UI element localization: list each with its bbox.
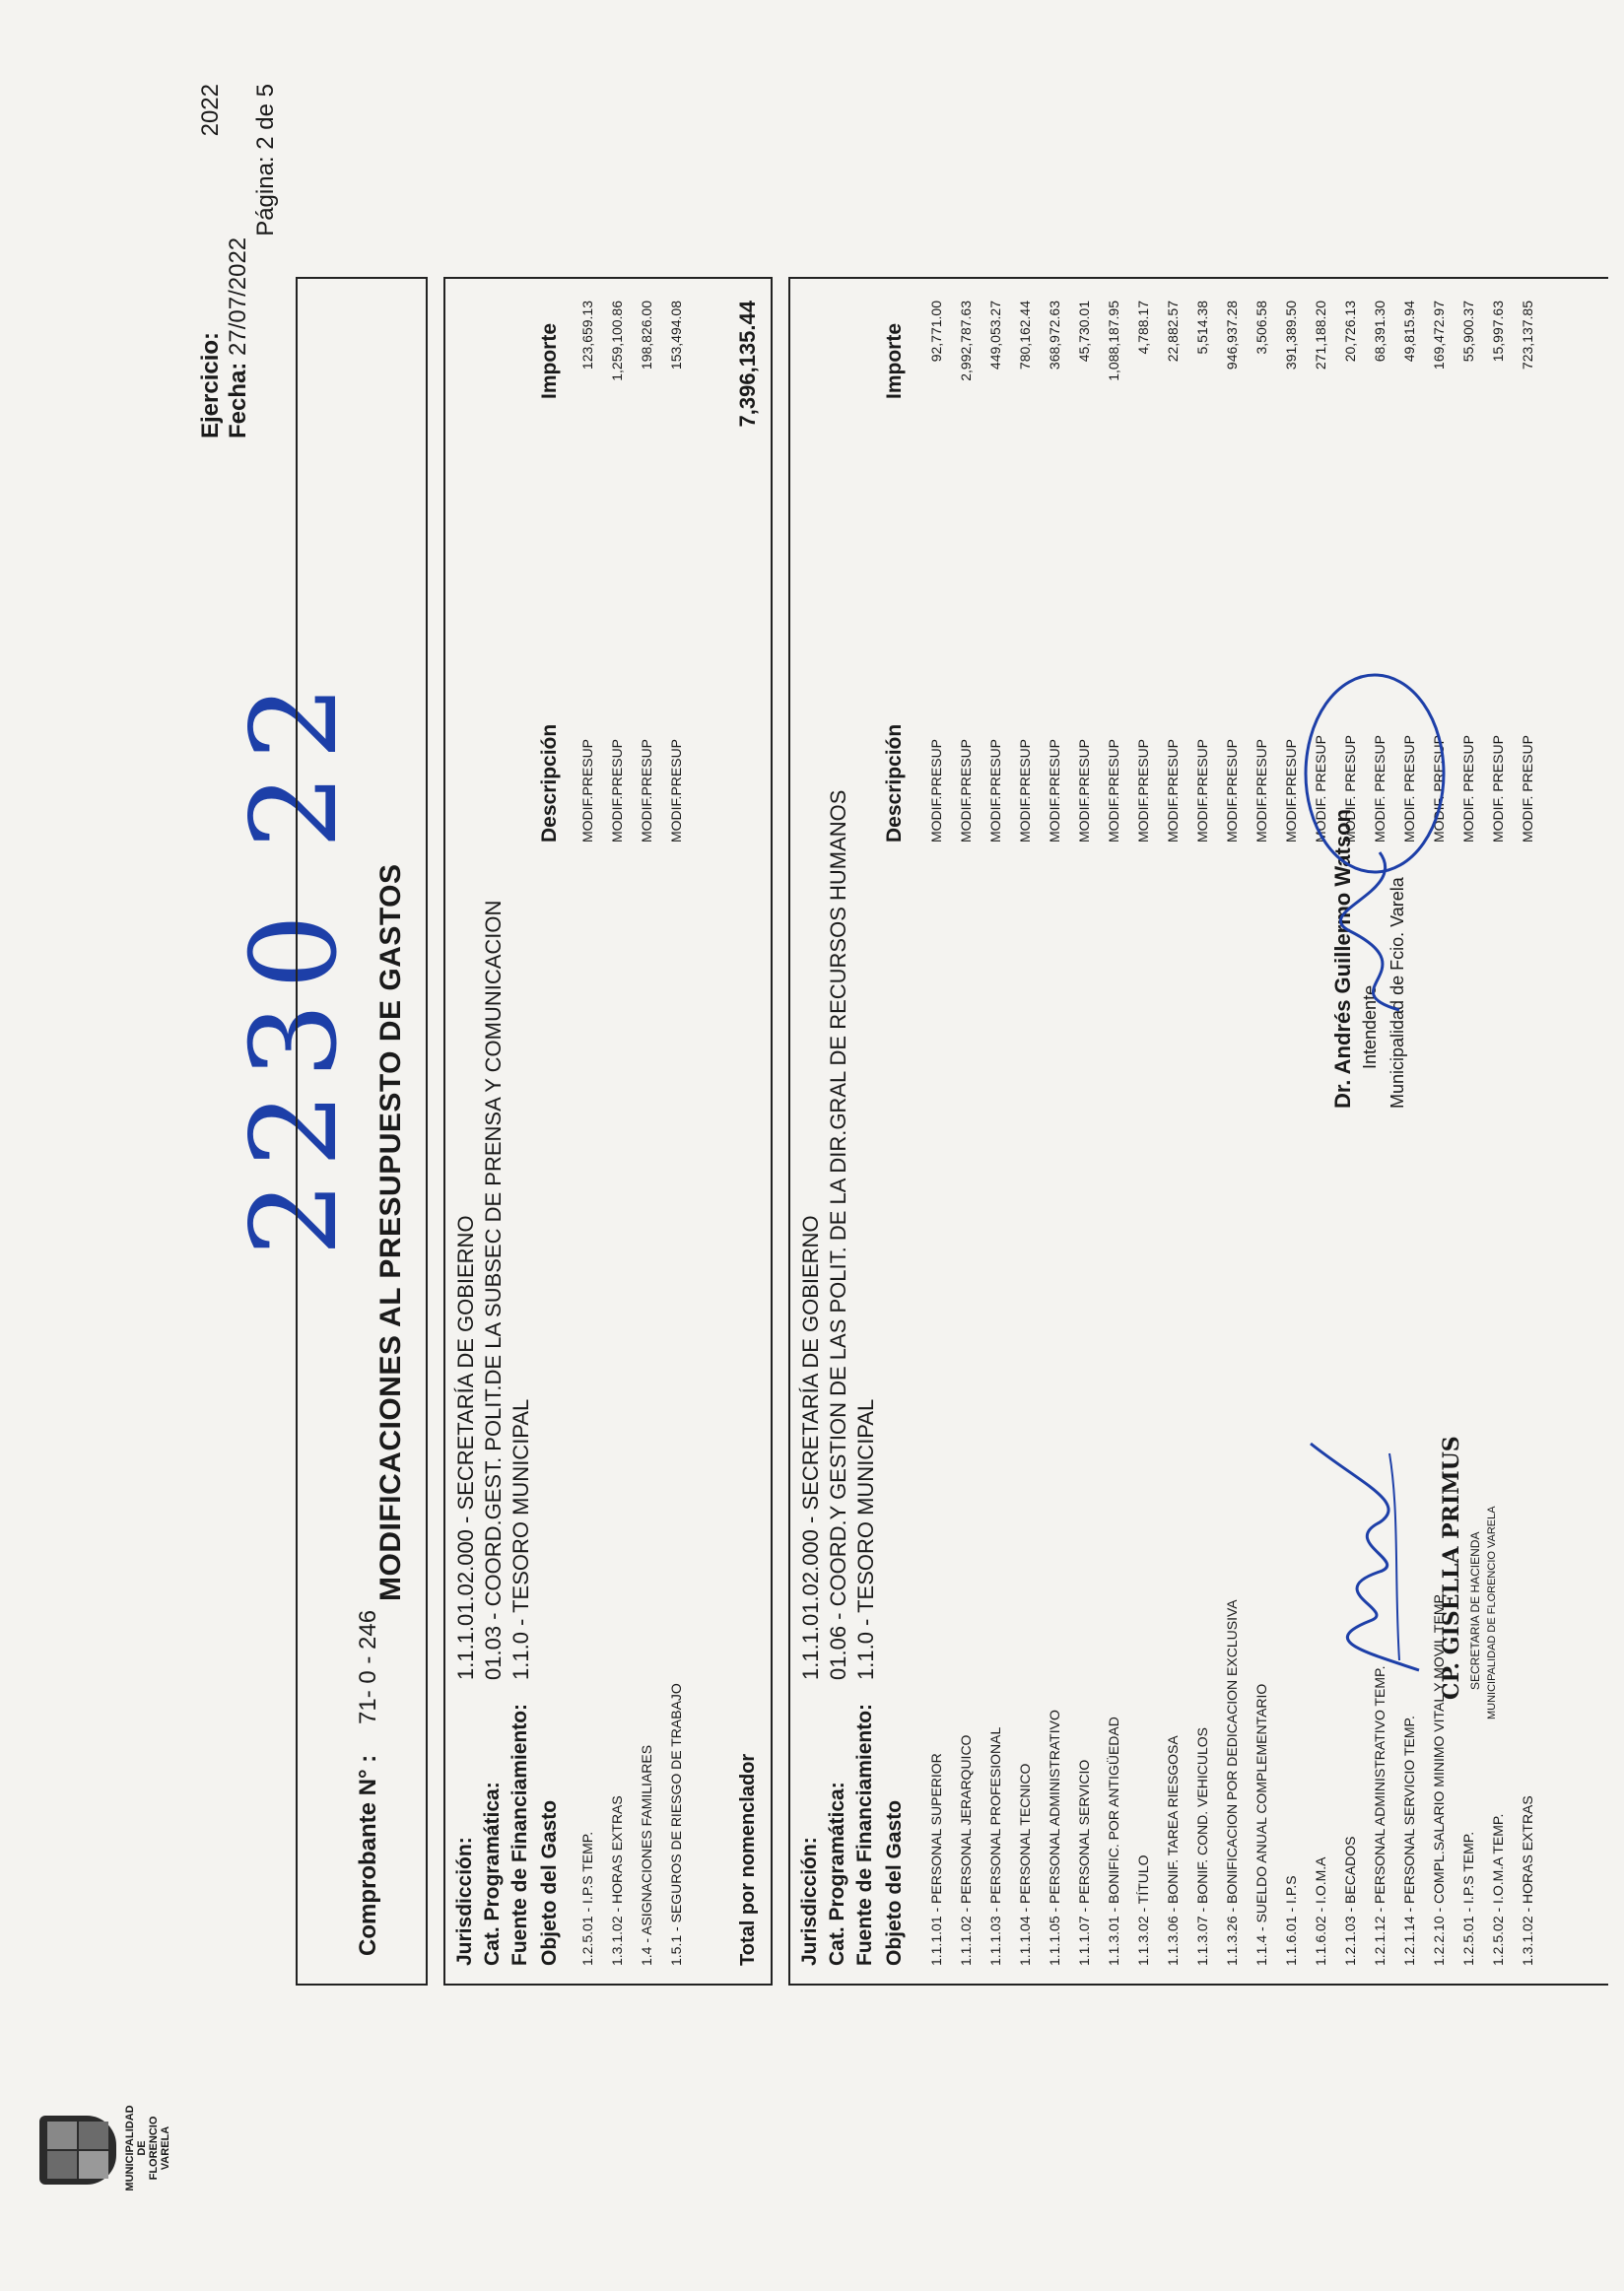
row-objeto: 1.1.1.04 - PERSONAL TECNICO	[1017, 1763, 1033, 1966]
row-importe: 2,992,787.63	[958, 301, 974, 381]
row-importe: 1,259,100.86	[609, 301, 625, 381]
row-importe: 169,472.97	[1431, 301, 1447, 371]
row-objeto: 1.1.6.02 - I.O.M.A	[1313, 1856, 1328, 1966]
comprobante-label: Comprobante N° :	[355, 1754, 381, 1956]
row-importe: 55,900.37	[1460, 301, 1476, 363]
fecha-label: Fecha:	[225, 362, 251, 438]
row-descripcion: MODIF.PRESUP	[1076, 738, 1092, 842]
municipal-logo	[39, 2084, 217, 2202]
row-objeto: 1.2.1.14 - PERSONAL SERVICIO TEMP.	[1401, 1716, 1417, 1966]
row-importe: 780,162.44	[1017, 301, 1033, 371]
row-importe: 20,726.13	[1342, 301, 1358, 363]
row-objeto: 1.1.3.01 - BONIFIC. POR ANTIGÜEDAD	[1106, 1717, 1121, 1966]
row-descripcion: MODIF.PRESUP	[1017, 738, 1033, 842]
row-objeto: 1.1.4 - SUELDO ANUAL COMPLEMENTARIO	[1253, 1683, 1269, 1966]
row-descripcion: MODIF.PRESUP	[928, 738, 944, 842]
row-objeto: 1.4 - ASIGNACIONES FAMILIARES	[639, 1744, 654, 1966]
comprobante-value: 71- 0 - 246	[355, 1609, 381, 1724]
row-objeto: 1.2.2.10 - COMPL.SALARIO MINIMO VITAL Y MOVIL TEMP.	[1431, 1592, 1447, 1966]
s2-fuente-value: 1.1.0 - TESORO MUNICIPAL	[853, 1398, 878, 1680]
row-objeto: 1.5.1 - SEGUROS DE RIESGO DE TRABAJO	[668, 1683, 684, 1966]
row-importe: 123,659.13	[579, 301, 595, 371]
signer1-role: SECRETARIA DE HACIENDA	[1468, 1531, 1482, 1690]
pagina: Página: 2 de 5	[252, 84, 279, 236]
signer1-name: CP. GISELLA PRIMUS	[1439, 1436, 1464, 1700]
row-objeto: 1.1.1.02 - PERSONAL JERARQUICO	[958, 1734, 974, 1966]
s1-importe-header: Importe	[538, 322, 561, 399]
row-descripcion: MODIF.PRESUP	[1135, 738, 1151, 842]
row-importe: 45,730.01	[1076, 301, 1092, 363]
comprobante-box	[296, 277, 428, 1986]
logo-text: MUNICIPALIDAD DE FLORENCIO VARELA	[124, 2105, 171, 2191]
signature-intendente	[1330, 655, 1488, 1109]
s1-cat-value: 01.03 - COORD.GEST. POLIT.DE LA SUBSEC DE PRENSA Y COMUNICACION	[481, 900, 506, 1680]
row-descripcion: MODIF. PRESUP	[1520, 735, 1535, 842]
row-importe: 4,788.17	[1135, 301, 1151, 355]
row-importe: 22,882.57	[1165, 301, 1181, 363]
signer1-org: MUNICIPALIDAD DE FLORENCIO VARELA	[1486, 1506, 1498, 1719]
row-importe: 92,771.00	[928, 301, 944, 363]
row-descripcion: MODIF.PRESUP	[668, 738, 684, 842]
row-importe: 5,514.38	[1194, 301, 1210, 355]
row-objeto: 1.2.1.12 - PERSONAL ADMINISTRATIVO TEMP.	[1372, 1665, 1387, 1966]
row-importe: 391,389.50	[1283, 301, 1299, 371]
s1-fuente-value: 1.1.0 - TESORO MUNICIPAL	[508, 1398, 533, 1680]
row-objeto: 1.2.5.01 - I.P.S TEMP.	[1460, 1831, 1476, 1966]
handwritten-signature-1	[1301, 1434, 1439, 1729]
row-descripcion: MODIF. PRESUP	[1342, 735, 1358, 842]
s1-jurisdiccion-label: Jurisdicción:	[453, 1837, 476, 1966]
row-descripcion: MODIF.PRESUP	[1047, 738, 1062, 842]
row-objeto: 1.1.1.01 - PERSONAL SUPERIOR	[928, 1753, 944, 1966]
row-descripcion: MODIF. PRESUP	[1313, 735, 1328, 842]
row-importe: 3,506.58	[1253, 301, 1269, 355]
row-descripcion: MODIF.PRESUP	[1283, 738, 1299, 842]
row-importe: 153,494.08	[668, 301, 684, 371]
row-descripcion: MODIF.PRESUP	[1253, 738, 1269, 842]
row-importe: 49,815.94	[1401, 301, 1417, 363]
s2-importe-header: Importe	[883, 322, 906, 399]
row-descripcion: MODIF.PRESUP	[639, 738, 654, 842]
s1-fuente-label: Fuente de Financiamiento:	[508, 1703, 531, 1966]
row-descripcion: MODIF.PRESUP	[958, 738, 974, 842]
row-importe: 368,972.63	[1047, 301, 1062, 371]
row-descripcion: MODIF. PRESUP	[1401, 735, 1417, 842]
row-importe: 449,053.27	[987, 301, 1003, 371]
s1-objeto-header: Objeto del Gasto	[538, 1799, 561, 1966]
s2-cat-value: 01.06 - COORD.Y GESTION DE LAS POLIT. DE LA DIR.GRAL DE RECURSOS HUMANOS	[826, 789, 850, 1680]
handwritten-signature-2	[1291, 655, 1458, 1049]
row-objeto: 1.1.1.03 - PERSONAL PROFESIONAL	[987, 1726, 1003, 1966]
row-objeto: 1.1.3.07 - BONIF. COND. VEHICULOS	[1194, 1727, 1210, 1966]
signer2-org: Municipalidad de Fcio. Varela	[1387, 877, 1407, 1109]
row-importe: 198,826.00	[639, 301, 654, 371]
row-descripcion: MODIF. PRESUP	[1431, 735, 1447, 842]
page-title: MODIFICACIONES AL PRESUPUESTO DE GASTOS	[374, 863, 407, 1601]
row-descripcion: MODIF.PRESUP	[1106, 738, 1121, 842]
row-objeto: 1.1.3.26 - BONIFICACION POR DEDICACION EXCLUSIVA	[1224, 1599, 1240, 1966]
coat-of-arms-icon	[39, 2116, 116, 2185]
signature-hacienda	[1301, 1434, 1527, 1729]
signer2-name: Dr. Andrés Guillermo Watson	[1330, 809, 1355, 1109]
row-objeto: 1.3.1.02 - HORAS EXTRAS	[609, 1795, 625, 1966]
row-descripcion: MODIF. PRESUP	[1372, 735, 1387, 842]
row-importe: 15,997.63	[1490, 301, 1506, 363]
s2-descripcion-header: Descripción	[883, 723, 906, 842]
s1-jurisdiccion-value: 1.1.1.01.02.000 - SECRETARÍA DE GOBIERNO	[453, 1215, 478, 1680]
fecha-value: 27/07/2022	[225, 236, 251, 356]
s1-total-value: 7,396,135.44	[735, 301, 760, 428]
row-descripcion: MODIF.PRESUP	[609, 738, 625, 842]
row-descripcion: MODIF.PRESUP	[1224, 738, 1240, 842]
s2-jurisdiccion-label: Jurisdicción:	[798, 1837, 821, 1966]
row-importe: 271,188.20	[1313, 301, 1328, 371]
row-objeto: 1.1.6.01 - I.P.S	[1283, 1875, 1299, 1966]
row-objeto: 1.2.1.03 - BECADOS	[1342, 1836, 1358, 1966]
row-objeto: 1.2.5.02 - I.O.M.A TEMP.	[1490, 1813, 1506, 1966]
row-objeto: 1.2.5.01 - I.P.S TEMP.	[579, 1831, 595, 1966]
row-objeto: 1.1.3.06 - BONIF. TAREA RIESGOSA	[1165, 1735, 1181, 1966]
row-objeto: 1.1.3.02 - TÍTULO	[1135, 1854, 1151, 1966]
row-importe: 68,391.30	[1372, 301, 1387, 363]
row-descripcion: MODIF.PRESUP	[987, 738, 1003, 842]
row-objeto: 1.1.1.07 - PERSONAL SERVICIO	[1076, 1759, 1092, 1966]
s1-total-label: Total por nomenclador	[737, 1753, 759, 1966]
s1-cat-label: Cat. Programática:	[481, 1782, 504, 1966]
row-importe: 1,088,187.95	[1106, 301, 1121, 381]
row-objeto: 1.3.1.02 - HORAS EXTRAS	[1520, 1795, 1535, 1966]
signer2-role: Intendente	[1360, 984, 1380, 1069]
ejercicio-value: 2022	[197, 84, 224, 137]
ejercicio-label: Ejercicio:	[197, 331, 224, 438]
s2-cat-label: Cat. Programática:	[826, 1782, 848, 1966]
s1-descripcion-header: Descripción	[538, 723, 561, 842]
s2-objeto-header: Objeto del Gasto	[883, 1799, 906, 1966]
row-descripcion: MODIF. PRESUP	[1460, 735, 1476, 842]
row-importe: 723,137.85	[1520, 301, 1535, 371]
row-descripcion: MODIF.PRESUP	[1194, 738, 1210, 842]
s2-fuente-label: Fuente de Financiamiento:	[853, 1703, 876, 1966]
row-descripcion: MODIF. PRESUP	[1490, 735, 1506, 842]
s2-jurisdiccion-value: 1.1.1.01.02.000 - SECRETARÍA DE GOBIERNO	[798, 1215, 823, 1680]
row-objeto: 1.1.1.05 - PERSONAL ADMINISTRATIVO	[1047, 1710, 1062, 1966]
row-descripcion: MODIF.PRESUP	[1165, 738, 1181, 842]
handwritten-number: 2230 22	[227, 670, 364, 1256]
row-descripcion: MODIF.PRESUP	[579, 738, 595, 842]
header-info	[197, 84, 280, 438]
row-importe: 946,937.28	[1224, 301, 1240, 371]
